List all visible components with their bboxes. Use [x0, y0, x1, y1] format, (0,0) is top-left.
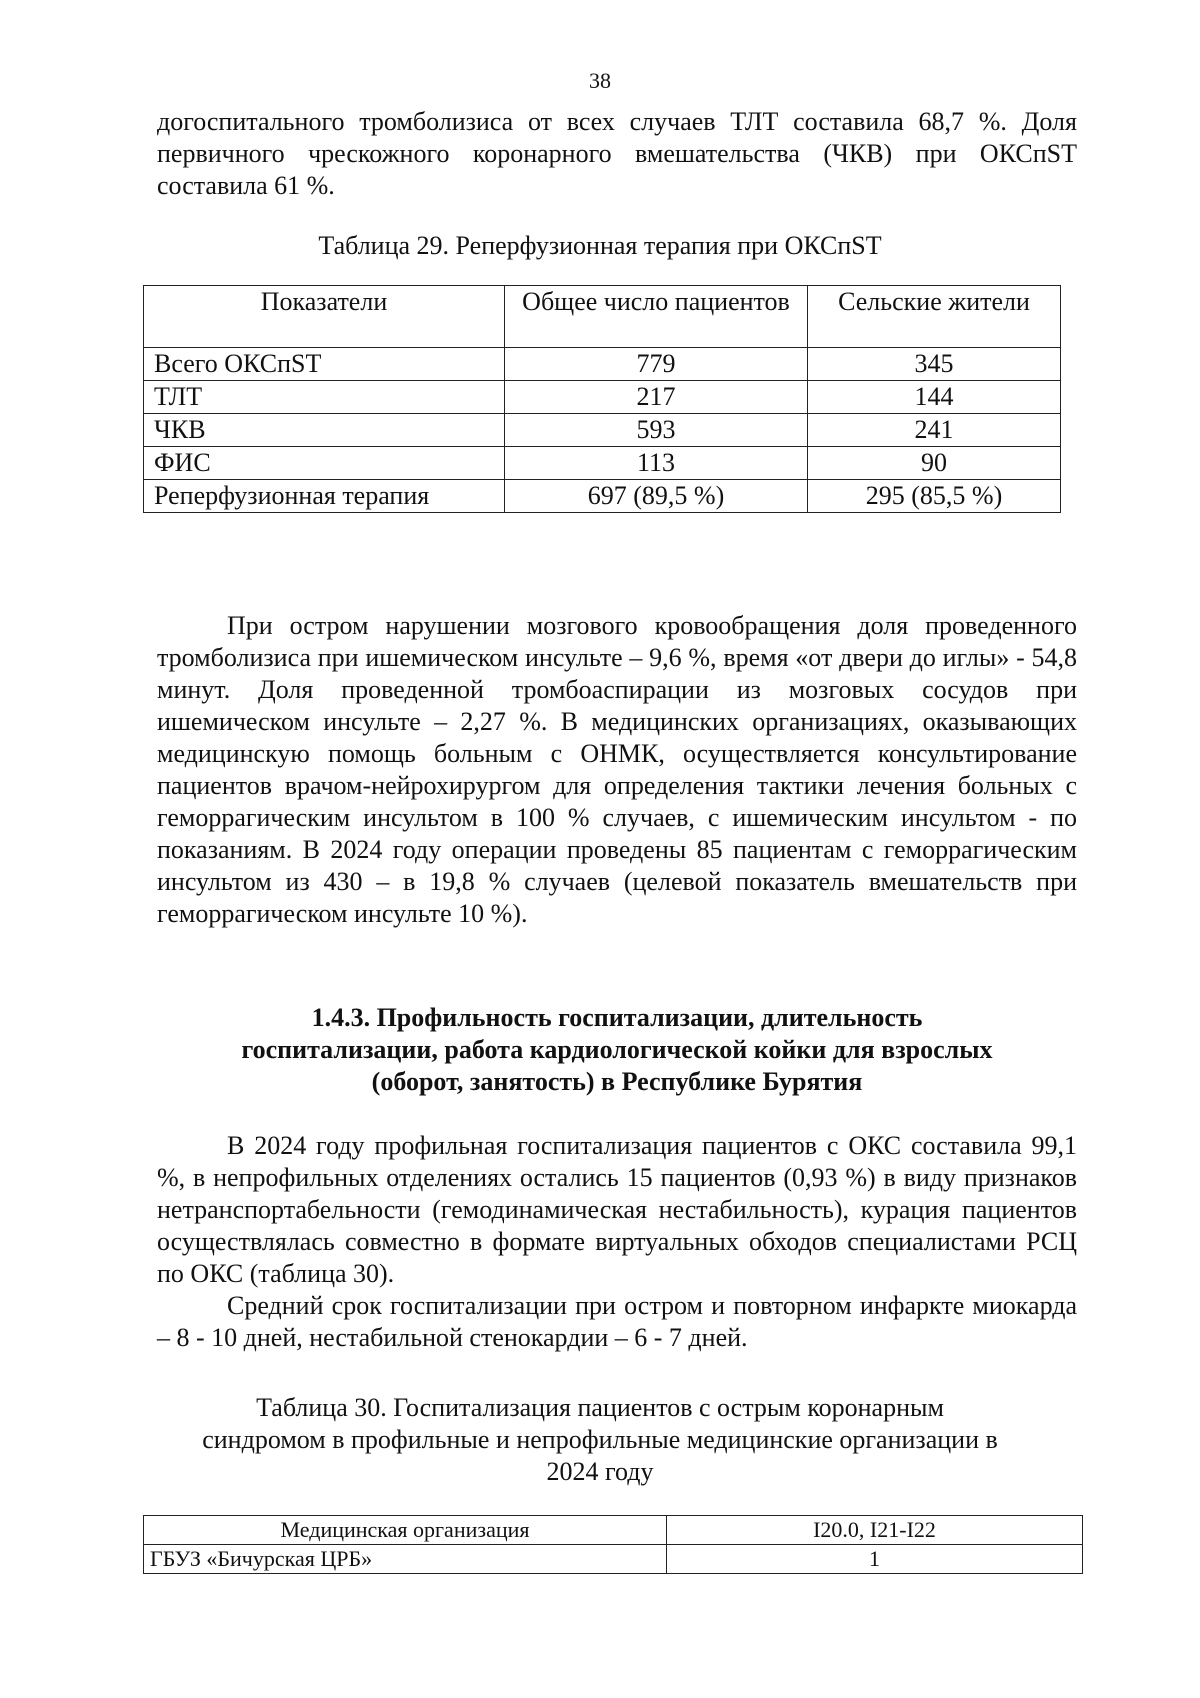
section-heading [157, 1002, 1077, 1098]
table-row [144, 480, 1061, 513]
cell-count: 1 [667, 1545, 1083, 1574]
cell-total: 697 (89,5 %) [505, 480, 808, 513]
cell-organization: ГБУЗ «Бичурская ЦРБ» [144, 1545, 667, 1574]
row-label: ФИС [144, 447, 505, 480]
table-row [144, 348, 1061, 381]
row-label: Реперфузионная терапия [144, 480, 505, 513]
table30-caption-line3: 2024 году [546, 1457, 654, 1486]
cell-total: 779 [505, 348, 808, 381]
table30-caption [0, 1392, 1200, 1488]
table-header-row [144, 286, 1061, 348]
cell-rural: 345 [808, 348, 1061, 381]
cell-rural: 144 [808, 381, 1061, 414]
table-row [144, 447, 1061, 480]
duration-paragraph-text: Средний срок госпитализации при остром и повторном инфаркте миокарда – 8 - 10 дней, нестабильной стенокардии – 6 - 7 дней. [157, 1291, 1077, 1352]
header-medical-organization: Медицинская организация [144, 1516, 667, 1545]
table-header-row [144, 1516, 1083, 1545]
table30-caption-line1: Таблица 30. Госпитализация пациентов с острым коронарным [256, 1393, 944, 1422]
stroke-paragraph [157, 610, 1077, 930]
row-label: ЧКВ [144, 414, 505, 447]
table29 [143, 285, 1061, 513]
stroke-paragraph-text: При остром нарушении мозгового кровообращения доля проведенного тромболизиса при ишемическом инсульте – 9,6 %, время «от двери до иглы» - 54,8 минут. Доля проведенной тромбоаспирации из мозговых сосудов при ишемическом инсульте – 2,27 %. В медицинских организациях, оказывающих медицинскую помощь больным с ОНМК, осуществляется консультирование пациентов врачом-нейрохирургом для определения тактики лечения больных с геморрагическим инсультом в 100 % случаев, с ишемическим инсультом - по показаниям. В 2024 году операции проведены 85 пациентам с геморрагическим инсультом из 430 – в 19,8 % случаев (целевой показатель вмешательств при геморрагическом инсульте 10 %). [157, 611, 1077, 928]
cell-rural: 90 [808, 447, 1061, 480]
cell-total: 593 [505, 414, 808, 447]
table29-caption: Таблица 29. Реперфузионная терапия при ОКСпST [318, 231, 882, 260]
table30 [143, 1515, 1083, 1574]
profile-paragraphs [157, 1130, 1077, 1354]
header-rural-residents: Сельские жители [808, 286, 1061, 348]
header-total-patients: Общее число пациентов [505, 286, 808, 348]
header-indicators: Показатели [144, 286, 505, 348]
cell-total: 113 [505, 447, 808, 480]
table-row [144, 414, 1061, 447]
profile-paragraph-text: В 2024 году профильная госпитализация пациентов с ОКС составила 99,1 %, в непрофильных отделениях остались 15 пациентов (0,93 %) в виду признаков нетранспортабельности (гемодинамическая нестабильность), курация пациентов осуществлялась совместно в формате виртуальных обходов специалистами РСЦ по ОКС (таблица 30). [157, 1131, 1077, 1288]
cell-total: 217 [505, 381, 808, 414]
section-heading-line2: госпитализации, работа кардиологической койки для взрослых [241, 1035, 993, 1064]
page-number: 38 [589, 68, 611, 93]
cell-rural: 241 [808, 414, 1061, 447]
table-row [144, 1545, 1083, 1574]
row-label: Всего ОКСпST [144, 348, 505, 381]
section-heading-line1: 1.4.3. Профильность госпитализации, длительность [311, 1003, 923, 1032]
table30-caption-line2: синдромом в профильные и непрофильные медицинские организации в [202, 1425, 998, 1454]
header-diagnosis-codes: I20.0, I21-I22 [667, 1516, 1083, 1545]
row-label: ТЛТ [144, 381, 505, 414]
section-heading-line3: (оборот, занятость) в Республике Бурятия [371, 1067, 863, 1096]
cell-rural: 295 (85,5 %) [808, 480, 1061, 513]
table-row [144, 381, 1061, 414]
intro-paragraph: догоспитального тромболизиса от всех случаев ТЛТ составила 68,7 %. Доля первичного чрескожного коронарного вмешательства (ЧКВ) при ОКСпST составила 61 %. [157, 107, 1077, 200]
